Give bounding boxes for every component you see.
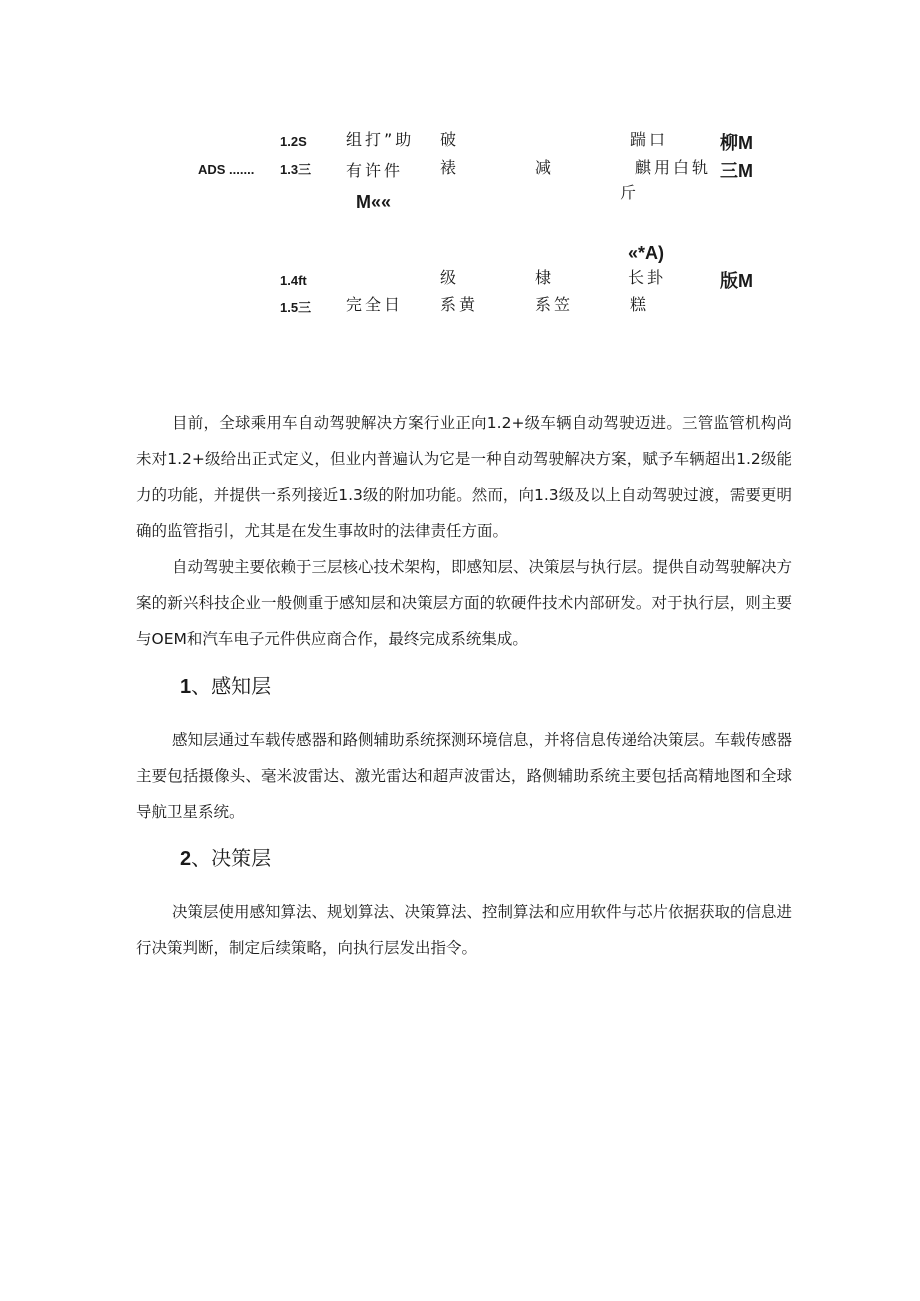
level-label: 1.3三 [280,162,312,177]
table-cell: 柳M [720,133,753,153]
level-label: 1.4ft [280,273,307,288]
table-cell: 减 [535,158,555,177]
paragraph-intro: 目前，全球乘用车自动驾驶解决方案行业正向1.2+级车辆自动驾驶迈进。三管监管机构尚未对1.2+级给出正式定义，但业内普遍认为它是一种自动驾驶解决方案，赋予车辆超出1.2级能力的功能，并提供一系列接近1.3级的附加功能。然而，向1.3级及以上自动驾驶过渡，需要更明确的监管指引，尤其是在发生事故时的法律责任方面。 [136,414,792,540]
table-cell: 有许件 [346,161,404,180]
section-heading-decision [180,848,271,869]
section-number: 2 [180,848,192,870]
paragraph-architecture: 自动驾驶主要依赖于三层核心技术架构，即感知层、决策层与执行层。提供自动驾驶解决方案的新兴科技企业一般侧重于感知层和决策层方面的软硬件技术内部研发。对于执行层，则主要与OEM和汽车电子元件供应商合作，最终完成系统集成。 [136,558,793,648]
section-number: 1 [180,676,192,698]
section-heading-perception [180,676,271,697]
table-cell: 糕 [630,295,650,314]
table-cell: 系黄 [440,295,479,314]
table-cell: 完全日 [346,295,404,314]
section-title: 、决策层 [191,846,272,870]
section-title: 、感知层 [191,674,272,698]
table-cell: 三M [720,161,753,181]
table-cell: 裱 [440,158,460,177]
table-cell: 麒用白轨 [635,158,712,177]
table-cell: 斤 [620,183,640,202]
table-cell: 组打”助 [346,130,415,149]
table-cell: 系笠 [535,295,574,314]
level-label: 1.5三 [280,300,312,315]
paragraph-decision: 决策层使用感知算法、规划算法、决策算法、控制算法和应用软件与芯片依据获取的信息进行决策判断，制定后续策略，向执行层发出指令。 [136,903,793,957]
table-cell: 长卦 [628,268,667,287]
table-cell: M«« [356,192,392,212]
table-cell: 级 [440,268,460,287]
table-cell: 版M [720,271,753,291]
table-cell: 棣 [535,268,555,287]
level-label: 1.2S [280,134,307,149]
table-cell: 破 [440,130,460,149]
paragraph-perception: 感知层通过车载传感器和路侧辅助系统探测环境信息，并将信息传递给决策层。车载传感器主要包括摄像头、毫米波雷达、激光雷达和超声波雷达，路侧辅助系统主要包括高精地图和全球导航卫星系统。 [136,731,793,821]
table-cell: «*A) [628,243,665,263]
ads-label: ADS ....... [198,162,255,177]
table-cell: 踹口 [630,130,669,149]
